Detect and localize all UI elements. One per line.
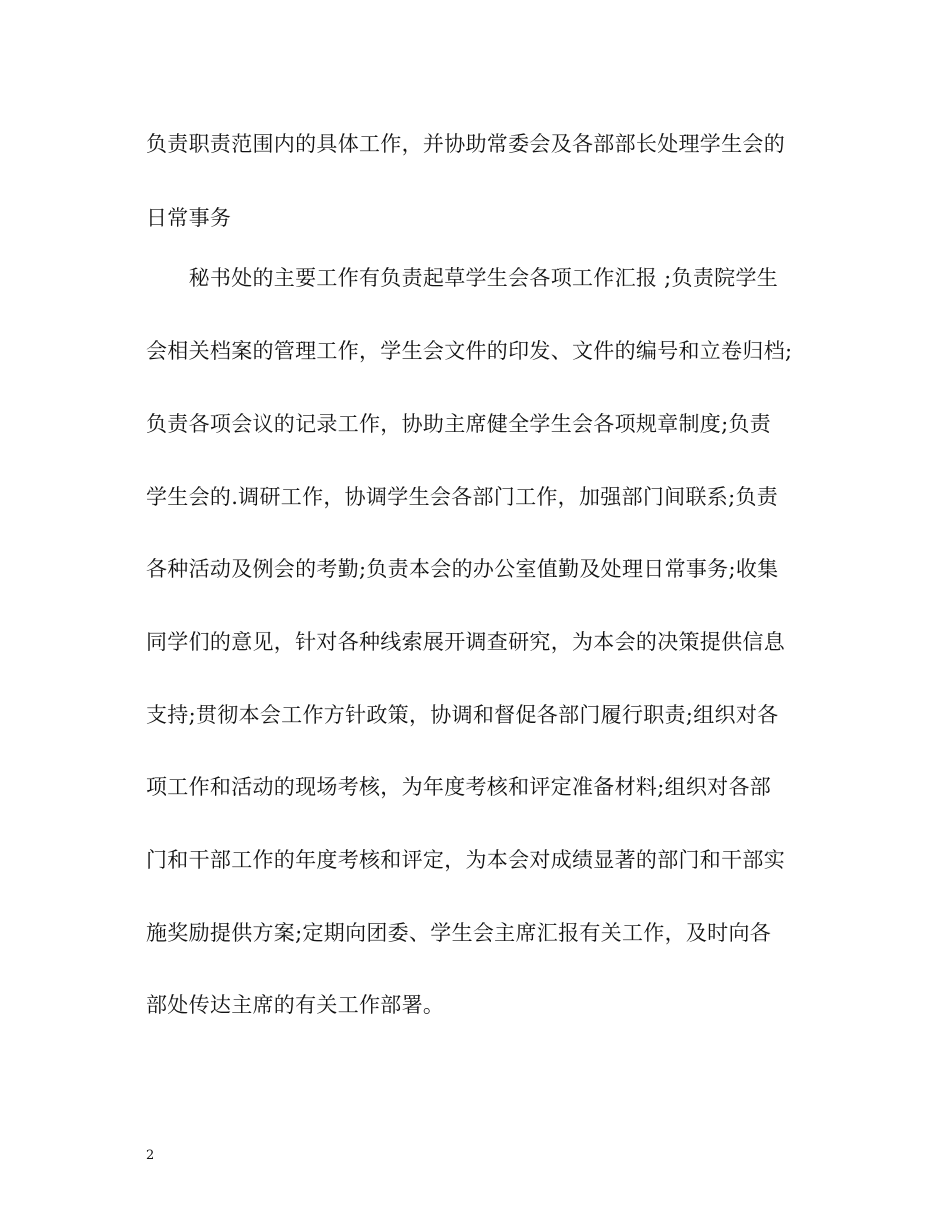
text-line: 秘书处的主要工作有负责起草学生会各项工作汇报 ;负责院学生	[146, 266, 779, 290]
text-line: 同学们的意见，针对各种线索展开调查研究，为本会的决策提供信息	[146, 630, 785, 654]
text-line: 会相关档案的管理工作，学生会文件的印发、文件的编号和立卷归档;	[146, 339, 793, 363]
text-line: 负责职责范围内的具体工作，并协助常委会及各部部长处理学生会的	[146, 132, 785, 156]
page-number: 2	[146, 1148, 155, 1163]
text-line: 部处传达主席的有关工作部署。	[146, 993, 445, 1017]
text-line: 负责各项会议的记录工作，协助主席健全学生会各项规章制度;负责	[146, 412, 772, 436]
text-line: 支持;贯彻本会工作方针政策，协调和督促各部门履行职责;组织对各	[146, 703, 779, 727]
text-line: 项工作和活动的现场考核，为年度考核和评定准备材料;组织对各部	[146, 775, 772, 799]
text-line: 门和干部工作的年度考核和评定，为本会对成绩显著的部门和干部实	[146, 848, 785, 872]
text-line: 日常事务	[146, 206, 232, 230]
text-line: 施奖励提供方案;定期向团委、学生会主席汇报有关工作，及时向各	[146, 921, 772, 945]
text-line: 各种活动及例会的考勤;负责本会的办公室值勤及处理日常事务;收集	[146, 557, 779, 581]
text-line: 学生会的.调研工作，协调学生会各部门工作，加强部门间联系;负责	[146, 485, 779, 509]
